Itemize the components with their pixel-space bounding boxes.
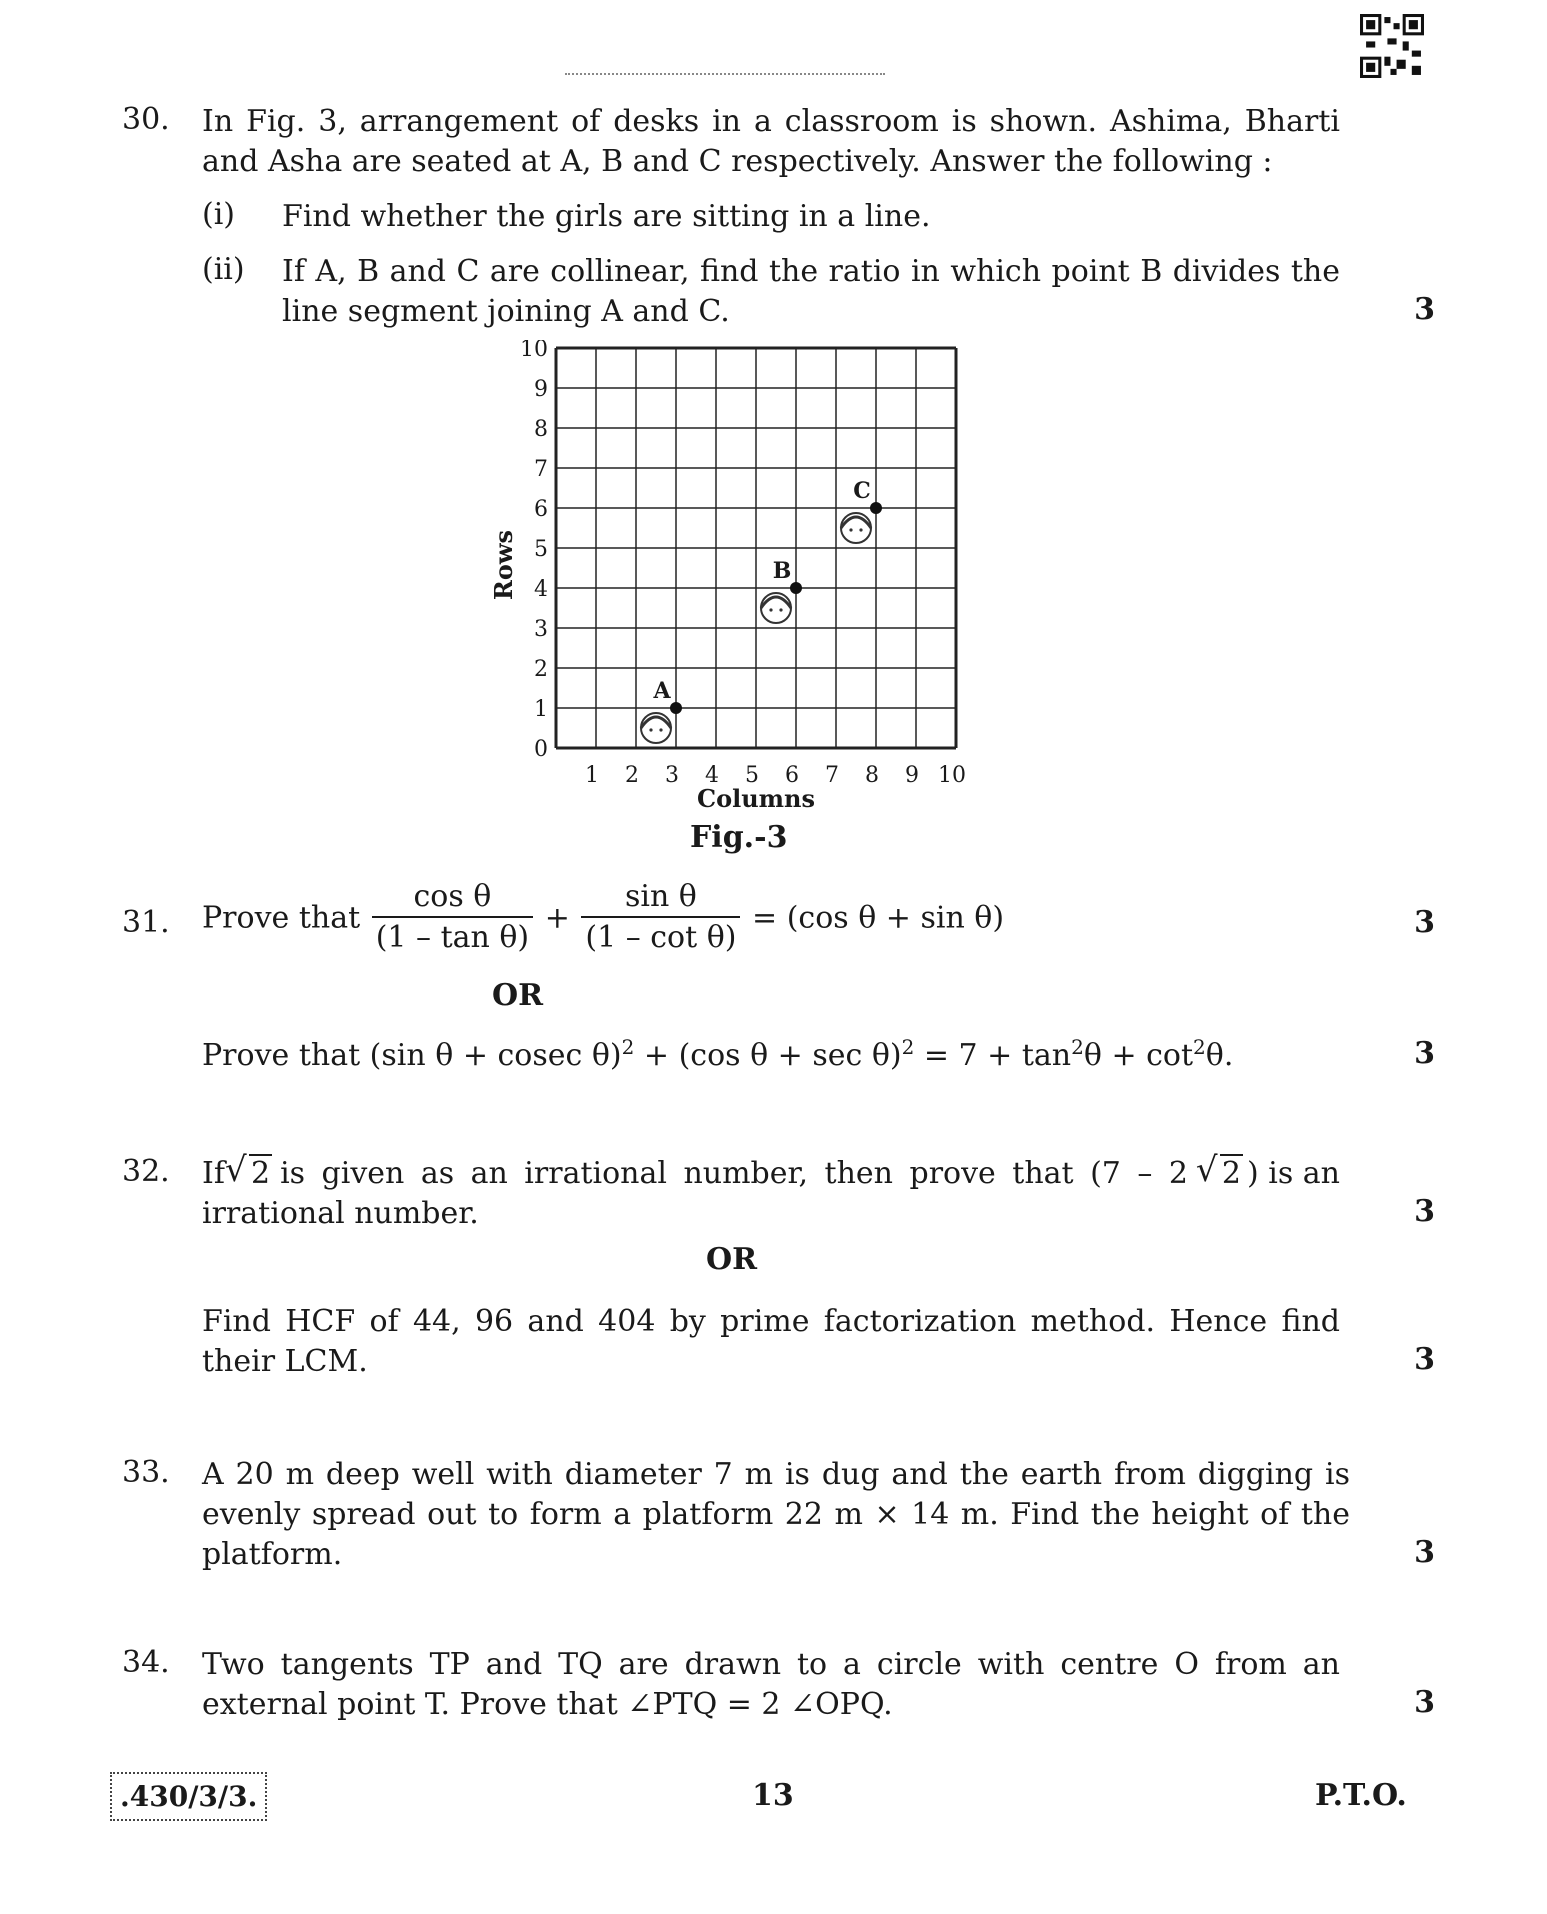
point-label-A: A [653,678,671,704]
data-points [641,478,882,743]
q32-line-1: If √ 2 is given as an irrational number, then prove that (7 – 2 √ 2 ) is an [202,1154,1340,1194]
top-divider [565,73,885,75]
q34-line-2: external point T. Prove that ∠PTQ = 2 ∠OPQ. [202,1687,893,1722]
q31-fraction-2 [581,878,740,958]
y-tick-label: 9 [534,377,548,402]
y-tick-label: 0 [534,737,548,762]
sqrt-symbol: √ 2 [1196,1154,1243,1194]
q31-equation [202,878,1004,958]
q31-or: OR [492,978,544,1013]
page-number: 13 [752,1778,794,1813]
x-tick-label: 8 [865,763,879,788]
q32-alt-line-1: Find HCF of 44, 96 and 404 by prime factorization method. Hence find [202,1304,1340,1339]
q32-alt-marks: 3 [1414,1342,1435,1377]
point-B [790,582,802,594]
x-tick-label: 2 [625,763,639,788]
y-axis-label: Rows [489,529,518,601]
qr-code-icon [1360,14,1424,78]
q31-plus: + [544,900,570,936]
student-figure-icon [841,513,871,543]
question-number-33: 33. [122,1455,170,1490]
x-tick-label: 6 [785,763,799,788]
q30-sub2-line-2: line segment joining A and C. [282,294,730,329]
paper-code: .430/3/3. [110,1772,267,1821]
sqrt-symbol: √ 2 [225,1154,272,1194]
x-tick-label: 1 [585,763,599,788]
y-tick-labels [520,340,548,762]
y-tick-label: 10 [520,340,548,362]
q31-alternative: Prove that (sin θ + cosec θ)$^2$ + (cos $\theta + \sec \theta)^2 = 7 + \tan^2\theta + \cot^2\theta$. [202,1035,1234,1073]
q31-fraction-1 [372,878,533,958]
q32-marks: 3 [1414,1194,1435,1229]
question-number-32: 32. [122,1154,170,1189]
x-tick-label: 4 [705,763,719,788]
point-label-B: B [772,558,792,584]
x-tick-label: 3 [665,763,679,788]
question-number-31: 31. [122,905,170,940]
q32-or: OR [706,1242,758,1277]
x-tick-label: 10 [938,763,966,788]
q32-alt-line-2: their LCM. [202,1344,368,1379]
y-tick-label: 7 [534,457,548,482]
q30-sub1-label: (i) [202,197,236,232]
y-tick-label: 8 [534,417,548,442]
q34-line-1: Two tangents TP and TQ are drawn to a circle with centre O from an [202,1647,1340,1682]
q30-sub1-text: Find whether the girls are sitting in a line. [282,199,931,234]
q31-frac2-denominator: (1 – cot θ) [585,920,737,955]
q31-frac1-numerator: cos θ [372,878,533,918]
q30-sub2-label: (ii) [202,252,245,287]
q33-line-3: platform. [202,1537,343,1572]
student-figure-icon [641,713,671,743]
student-figure-icon [761,593,791,623]
q32-line-2: irrational number. [202,1196,479,1231]
point-A [670,702,682,714]
y-tick-label: 3 [534,617,548,642]
pto-label: P.T.O. [1315,1778,1407,1813]
q33-line-1: A 20 m deep well with diameter 7 m is dug and the earth from digging is [202,1457,1350,1492]
question-number-30: 30. [122,102,170,137]
q34-marks: 3 [1414,1685,1435,1720]
y-tick-label: 6 [534,497,548,522]
q31-frac1-denominator: (1 – tan θ) [375,920,530,955]
q31-marks: 3 [1414,905,1435,940]
q30-line-2: and Asha are seated at A, B and C respectively. Answer the following : [202,144,1273,179]
q33-line-2: evenly spread out to form a platform 22 m × 14 m. Find the height of the [202,1497,1350,1532]
q31-alt-marks: 3 [1414,1036,1435,1071]
y-tick-label: 1 [534,697,548,722]
q30-marks: 3 [1414,292,1435,327]
x-tick-label: 5 [745,763,759,788]
point-C [870,502,882,514]
x-axis-label: Columns [696,784,816,813]
fig-3-grid-chart [460,340,1020,840]
q30-line-1: In Fig. 3, arrangement of desks in a classroom is shown. Ashima, Bharti [202,104,1340,139]
y-tick-label: 2 [534,657,548,682]
x-tick-label: 7 [825,763,839,788]
point-label-C: C [853,478,871,504]
q31-rhs: = (cos θ + sin θ) [752,900,1005,936]
q31-prefix: Prove that [202,900,361,936]
y-tick-label: 5 [534,537,548,562]
q30-sub2-line-1: If A, B and C are collinear, find the ratio in which point B divides the [282,254,1340,289]
y-tick-label: 4 [534,577,548,602]
question-number-34: 34. [122,1645,170,1680]
q31-frac2-numerator: sin θ [581,878,740,918]
figure-caption: Fig.-3 [690,820,788,855]
x-tick-label: 9 [905,763,919,788]
q33-marks: 3 [1414,1535,1435,1570]
grid-lines [556,348,956,748]
